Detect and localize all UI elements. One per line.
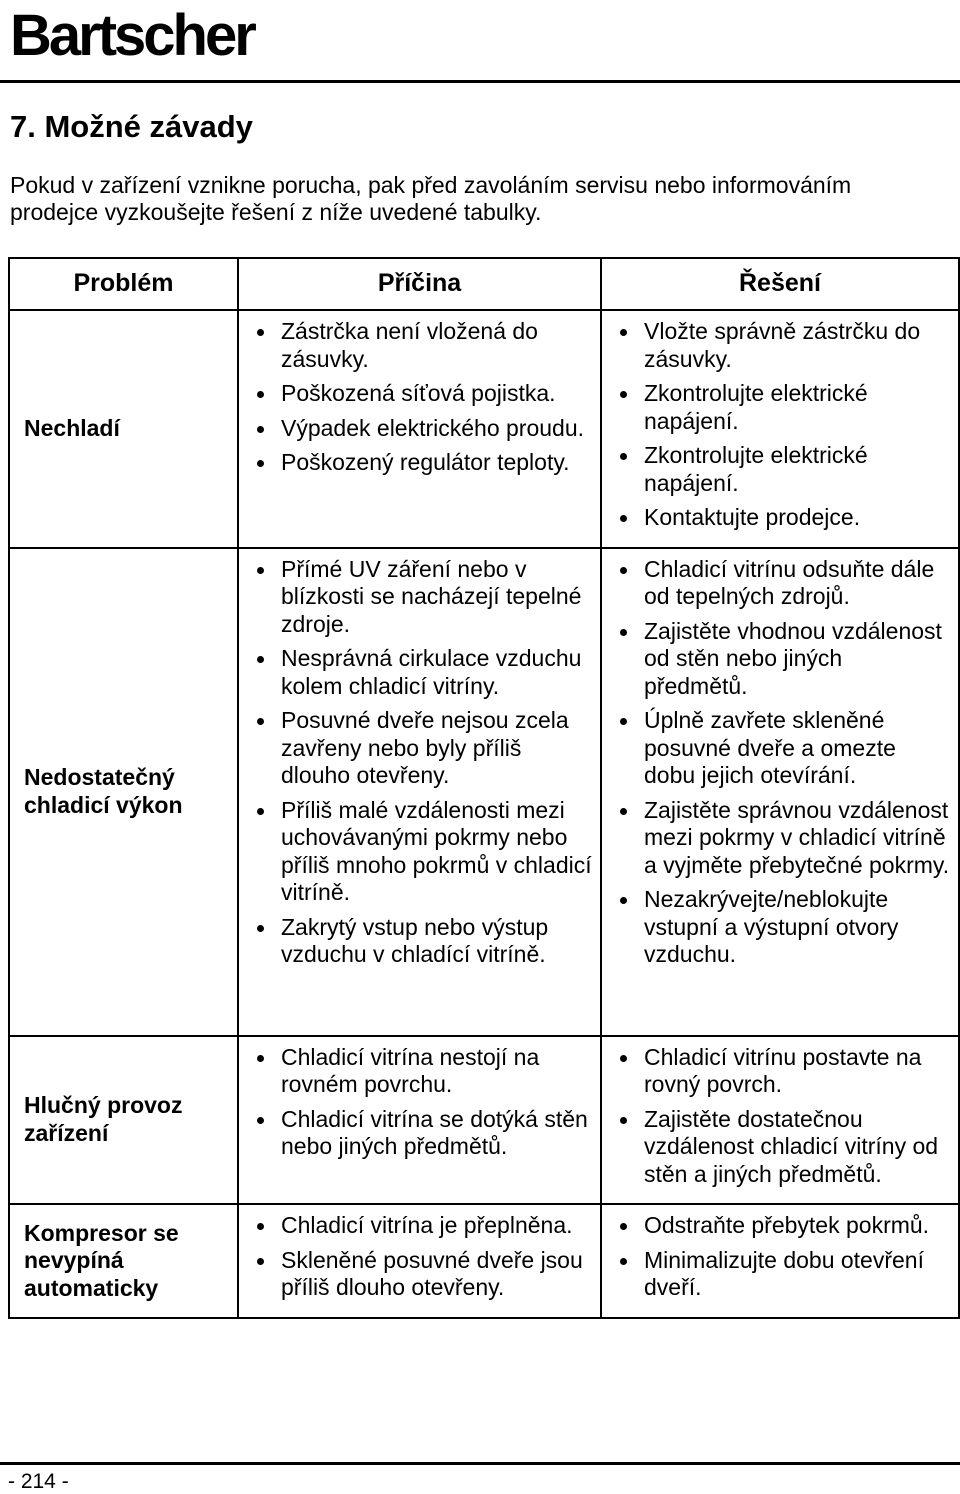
cause-item: Příliš malé vzdálenosti mezi uchovávanými pokrmy nebo příliš mnoho pokrmů v chladicí vitríně.	[243, 797, 594, 907]
solution-item: Zkontrolujte elektrické napájení.	[606, 442, 952, 497]
cause-item: Chladicí vitrína nestojí na rovném povrchu.	[243, 1044, 594, 1099]
header-cause: Příčina	[238, 258, 601, 310]
problem-cell: Nedostatečný chladicí výkon	[9, 548, 238, 1036]
solution-item: Chladicí vitrínu postavte na rovný povrch.	[606, 1044, 952, 1099]
cause-cell	[238, 1036, 601, 1205]
solution-item: Úplně zavřete skleněné posuvné dveře a omezte dobu jejich otevírání.	[606, 707, 952, 790]
solution-cell	[601, 310, 959, 548]
section-heading: 7. Možné závady	[10, 109, 253, 144]
cause-cell	[238, 548, 601, 1036]
table-row	[9, 310, 959, 548]
solution-item: Zajistěte správnou vzdálenost mezi pokrmy v chladicí vitríně a vyjměte přebytečné pokrmy.	[606, 797, 952, 880]
cause-item: Nesprávná cirkulace vzduchu kolem chladicí vitríny.	[243, 645, 594, 700]
troubleshooting-table	[8, 257, 960, 1319]
solution-cell	[601, 548, 959, 1036]
solution-list	[606, 1044, 952, 1189]
solution-item: Zajistěte vhodnou vzdálenost od stěn nebo jiných předmětů.	[606, 618, 952, 701]
cause-list	[243, 1044, 594, 1161]
solution-item: Zajistěte dostatečnou vzdálenost chladicí vitríny od stěn a jiných předmětů.	[606, 1106, 952, 1189]
solution-list	[606, 1212, 952, 1302]
cause-item: Skleněné posuvné dveře jsou příliš dlouho otevřeny.	[243, 1247, 594, 1302]
header-rule	[0, 80, 960, 83]
cause-item: Chladicí vitrína se dotýká stěn nebo jiných předmětů.	[243, 1106, 594, 1161]
problem-cell: Hlučný provoz zařízení	[9, 1036, 238, 1205]
header-solution: Řešení	[601, 258, 959, 310]
footer-rule	[0, 1462, 960, 1465]
intro-paragraph: Pokud v zařízení vznikne porucha, pak před zavoláním servisu nebo informováním prodejce vyzkoušejte řešení z níže uvedené tabulky.	[10, 172, 852, 225]
solution-item: Nezakrývejte/neblokujte vstupní a výstupní otvory vzduchu.	[606, 886, 952, 969]
solution-item: Zkontrolujte elektrické napájení.	[606, 380, 952, 435]
page-number: - 214 -	[8, 1470, 69, 1493]
solution-item: Chladicí vitrínu odsuňte dále od tepelných zdrojů.	[606, 556, 952, 611]
cause-item: Chladicí vitrína je přeplněna.	[243, 1212, 594, 1240]
cause-item: Zakrytý vstup nebo výstup vzduchu v chladící vitríně.	[243, 914, 594, 969]
solution-list	[606, 556, 952, 969]
cause-cell	[238, 310, 601, 548]
solution-item: Minimalizujte dobu otevření dveří.	[606, 1247, 952, 1302]
solution-item: Vložte správně zástrčku do zásuvky.	[606, 318, 952, 373]
cause-list	[243, 556, 594, 969]
brand-logo-text: Bartscher	[10, 3, 254, 68]
brand-logo	[10, 2, 254, 70]
solution-cell	[601, 1204, 959, 1318]
cause-list	[243, 318, 594, 477]
table-row	[9, 548, 959, 1036]
cause-item: Zástrčka není vložená do zásuvky.	[243, 318, 594, 373]
problem-cell: Nechladí	[9, 310, 238, 548]
problem-cell: Kompresor se nevypíná automaticky	[9, 1204, 238, 1318]
cause-item: Poškozená síťová pojistka.	[243, 380, 594, 408]
solution-item: Odstraňte přebytek pokrmů.	[606, 1212, 952, 1240]
cause-item: Výpadek elektrického proudu.	[243, 415, 594, 443]
solution-list	[606, 318, 952, 532]
cause-cell	[238, 1204, 601, 1318]
table-header-row	[9, 258, 959, 310]
cause-item: Posuvné dveře nejsou zcela zavřeny nebo byly příliš dlouho otevřeny.	[243, 707, 594, 790]
cause-item: Poškozený regulátor teploty.	[243, 449, 594, 477]
solution-cell	[601, 1036, 959, 1205]
table-row	[9, 1036, 959, 1205]
header-problem: Problém	[9, 258, 238, 310]
cause-list	[243, 1212, 594, 1302]
cause-item: Přímé UV záření nebo v blízkosti se nacházejí tepelné zdroje.	[243, 556, 594, 639]
table-row	[9, 1204, 959, 1318]
solution-item: Kontaktujte prodejce.	[606, 504, 952, 532]
